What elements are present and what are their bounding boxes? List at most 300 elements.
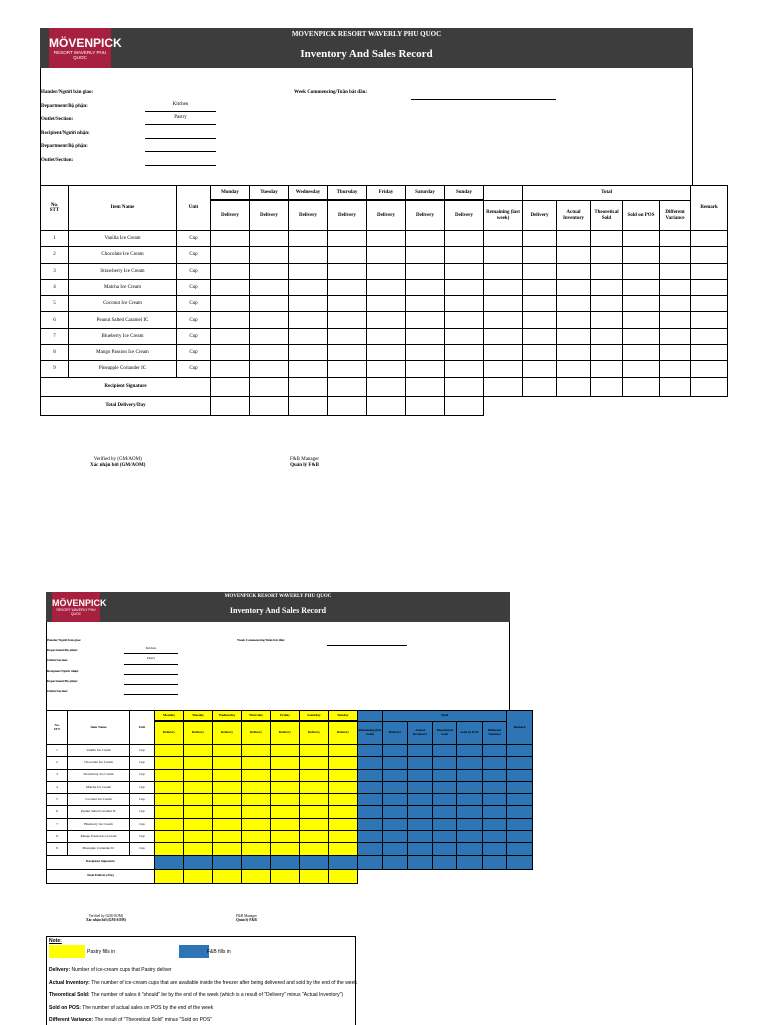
- total-cell[interactable]: [660, 345, 691, 361]
- delivery-cell[interactable]: [328, 279, 367, 295]
- delivery-cell[interactable]: [211, 296, 250, 312]
- delivery-cell[interactable]: [289, 296, 328, 312]
- total-cell[interactable]: [457, 769, 483, 781]
- delivery-cell[interactable]: [155, 794, 184, 806]
- total-cell[interactable]: [557, 247, 591, 263]
- total-cell[interactable]: [660, 279, 691, 295]
- total-cell[interactable]: [483, 831, 507, 843]
- delivery-cell[interactable]: [328, 312, 367, 328]
- delivery-cell[interactable]: [184, 757, 213, 769]
- total-cell[interactable]: [623, 312, 660, 328]
- total-cell[interactable]: [483, 781, 507, 793]
- delivery-cell[interactable]: [250, 263, 289, 279]
- total-cell[interactable]: [523, 279, 557, 295]
- total-cell[interactable]: [408, 745, 433, 757]
- delivery-cell[interactable]: [328, 296, 367, 312]
- delivery-cell[interactable]: [242, 769, 271, 781]
- signature-cell[interactable]: [523, 377, 557, 396]
- total-cell[interactable]: [660, 328, 691, 344]
- total-cell[interactable]: [557, 312, 591, 328]
- delivery-cell[interactable]: [250, 279, 289, 295]
- remaining-cell[interactable]: [358, 818, 383, 830]
- remark-cell[interactable]: [691, 263, 728, 279]
- remark-cell[interactable]: [507, 843, 533, 855]
- total-delivery-cell[interactable]: [250, 396, 289, 415]
- total-cell[interactable]: [591, 231, 623, 247]
- delivery-cell[interactable]: [250, 328, 289, 344]
- delivery-cell[interactable]: [250, 361, 289, 377]
- delivery-cell[interactable]: [406, 296, 445, 312]
- delivery-cell[interactable]: [184, 806, 213, 818]
- delivery-cell[interactable]: [367, 312, 406, 328]
- delivery-cell[interactable]: [300, 806, 329, 818]
- total-delivery-cell[interactable]: [242, 869, 271, 883]
- signature-cell[interactable]: [660, 377, 691, 396]
- delivery-cell[interactable]: [271, 806, 300, 818]
- delivery-cell[interactable]: [445, 345, 484, 361]
- total-cell[interactable]: [457, 781, 483, 793]
- delivery-cell[interactable]: [328, 247, 367, 263]
- outlet-value[interactable]: Pastry: [124, 656, 178, 664]
- delivery-cell[interactable]: [445, 247, 484, 263]
- delivery-cell[interactable]: [184, 745, 213, 757]
- delivery-cell[interactable]: [406, 361, 445, 377]
- total-cell[interactable]: [408, 794, 433, 806]
- delivery-cell[interactable]: [329, 794, 358, 806]
- total-cell[interactable]: [623, 328, 660, 344]
- delivery-cell[interactable]: [213, 794, 242, 806]
- total-cell[interactable]: [523, 361, 557, 377]
- total-cell[interactable]: [623, 361, 660, 377]
- total-cell[interactable]: [383, 831, 408, 843]
- remaining-cell[interactable]: [484, 361, 523, 377]
- total-cell[interactable]: [660, 263, 691, 279]
- remaining-cell[interactable]: [484, 231, 523, 247]
- signature-cell[interactable]: [271, 855, 300, 869]
- total-cell[interactable]: [457, 843, 483, 855]
- delivery-cell[interactable]: [328, 345, 367, 361]
- total-delivery-cell[interactable]: [300, 869, 329, 883]
- total-cell[interactable]: [591, 345, 623, 361]
- delivery-cell[interactable]: [445, 361, 484, 377]
- total-delivery-cell[interactable]: [211, 396, 250, 415]
- total-cell[interactable]: [523, 263, 557, 279]
- remark-cell[interactable]: [507, 745, 533, 757]
- department-value[interactable]: Kitchen: [145, 102, 216, 112]
- total-cell[interactable]: [660, 296, 691, 312]
- signature-cell[interactable]: [445, 377, 484, 396]
- delivery-cell[interactable]: [155, 769, 184, 781]
- delivery-cell[interactable]: [184, 781, 213, 793]
- delivery-cell[interactable]: [289, 231, 328, 247]
- delivery-cell[interactable]: [213, 781, 242, 793]
- delivery-cell[interactable]: [211, 328, 250, 344]
- delivery-cell[interactable]: [184, 831, 213, 843]
- delivery-cell[interactable]: [328, 361, 367, 377]
- remaining-cell[interactable]: [358, 806, 383, 818]
- delivery-cell[interactable]: [329, 769, 358, 781]
- total-cell[interactable]: [523, 345, 557, 361]
- delivery-cell[interactable]: [406, 345, 445, 361]
- remark-cell[interactable]: [691, 247, 728, 263]
- signature-cell[interactable]: [155, 855, 184, 869]
- total-cell[interactable]: [383, 818, 408, 830]
- delivery-cell[interactable]: [211, 231, 250, 247]
- delivery-cell[interactable]: [250, 345, 289, 361]
- signature-cell[interactable]: [484, 377, 523, 396]
- delivery-cell[interactable]: [406, 279, 445, 295]
- remark-cell[interactable]: [691, 328, 728, 344]
- delivery-cell[interactable]: [242, 745, 271, 757]
- remaining-cell[interactable]: [358, 831, 383, 843]
- signature-cell[interactable]: [242, 855, 271, 869]
- delivery-cell[interactable]: [406, 231, 445, 247]
- delivery-cell[interactable]: [271, 757, 300, 769]
- delivery-cell[interactable]: [329, 757, 358, 769]
- total-cell[interactable]: [483, 806, 507, 818]
- total-cell[interactable]: [457, 745, 483, 757]
- total-delivery-cell[interactable]: [184, 869, 213, 883]
- total-cell[interactable]: [557, 361, 591, 377]
- delivery-cell[interactable]: [242, 843, 271, 855]
- total-cell[interactable]: [483, 769, 507, 781]
- signature-cell[interactable]: [557, 377, 591, 396]
- delivery-cell[interactable]: [329, 818, 358, 830]
- delivery-cell[interactable]: [445, 296, 484, 312]
- delivery-cell[interactable]: [367, 328, 406, 344]
- total-cell[interactable]: [457, 794, 483, 806]
- delivery-cell[interactable]: [367, 247, 406, 263]
- remaining-cell[interactable]: [484, 263, 523, 279]
- total-cell[interactable]: [408, 831, 433, 843]
- total-delivery-cell[interactable]: [445, 396, 484, 415]
- signature-cell[interactable]: [591, 377, 623, 396]
- total-cell[interactable]: [523, 231, 557, 247]
- delivery-cell[interactable]: [445, 231, 484, 247]
- total-cell[interactable]: [557, 263, 591, 279]
- delivery-cell[interactable]: [155, 781, 184, 793]
- delivery-cell[interactable]: [300, 781, 329, 793]
- total-delivery-cell[interactable]: [329, 869, 358, 883]
- outlet2-value[interactable]: [124, 687, 178, 695]
- total-cell[interactable]: [433, 818, 457, 830]
- remark-cell[interactable]: [691, 296, 728, 312]
- total-cell[interactable]: [591, 312, 623, 328]
- total-cell[interactable]: [623, 296, 660, 312]
- delivery-cell[interactable]: [367, 263, 406, 279]
- delivery-cell[interactable]: [155, 757, 184, 769]
- department2-value[interactable]: [124, 677, 178, 685]
- total-cell[interactable]: [523, 328, 557, 344]
- signature-cell[interactable]: [213, 855, 242, 869]
- total-cell[interactable]: [433, 769, 457, 781]
- total-cell[interactable]: [433, 794, 457, 806]
- delivery-cell[interactable]: [300, 843, 329, 855]
- total-cell[interactable]: [457, 831, 483, 843]
- delivery-cell[interactable]: [300, 794, 329, 806]
- signature-cell[interactable]: [408, 855, 433, 869]
- signature-cell[interactable]: [289, 377, 328, 396]
- signature-cell[interactable]: [691, 377, 728, 396]
- remaining-cell[interactable]: [358, 843, 383, 855]
- remaining-cell[interactable]: [358, 781, 383, 793]
- week-value[interactable]: [327, 638, 407, 646]
- total-cell[interactable]: [623, 247, 660, 263]
- total-delivery-cell[interactable]: [155, 869, 184, 883]
- delivery-cell[interactable]: [211, 263, 250, 279]
- total-cell[interactable]: [408, 843, 433, 855]
- total-cell[interactable]: [408, 818, 433, 830]
- delivery-cell[interactable]: [300, 818, 329, 830]
- outlet-value[interactable]: Pastry: [145, 115, 216, 125]
- remaining-cell[interactable]: [484, 247, 523, 263]
- delivery-cell[interactable]: [155, 806, 184, 818]
- delivery-cell[interactable]: [445, 312, 484, 328]
- total-cell[interactable]: [408, 757, 433, 769]
- total-cell[interactable]: [383, 757, 408, 769]
- total-cell[interactable]: [433, 757, 457, 769]
- total-cell[interactable]: [457, 806, 483, 818]
- delivery-cell[interactable]: [329, 831, 358, 843]
- remark-cell[interactable]: [507, 794, 533, 806]
- delivery-cell[interactable]: [271, 769, 300, 781]
- delivery-cell[interactable]: [184, 818, 213, 830]
- total-cell[interactable]: [457, 757, 483, 769]
- delivery-cell[interactable]: [300, 769, 329, 781]
- total-cell[interactable]: [383, 806, 408, 818]
- delivery-cell[interactable]: [211, 312, 250, 328]
- delivery-cell[interactable]: [289, 345, 328, 361]
- delivery-cell[interactable]: [242, 794, 271, 806]
- delivery-cell[interactable]: [242, 818, 271, 830]
- delivery-cell[interactable]: [250, 296, 289, 312]
- delivery-cell[interactable]: [329, 806, 358, 818]
- total-cell[interactable]: [383, 843, 408, 855]
- remaining-cell[interactable]: [484, 345, 523, 361]
- signature-cell[interactable]: [367, 377, 406, 396]
- total-cell[interactable]: [557, 279, 591, 295]
- total-cell[interactable]: [591, 279, 623, 295]
- delivery-cell[interactable]: [213, 843, 242, 855]
- signature-cell[interactable]: [623, 377, 660, 396]
- signature-cell[interactable]: [184, 855, 213, 869]
- remark-cell[interactable]: [507, 831, 533, 843]
- signature-cell[interactable]: [250, 377, 289, 396]
- delivery-cell[interactable]: [329, 843, 358, 855]
- delivery-cell[interactable]: [184, 843, 213, 855]
- week-value[interactable]: [411, 90, 556, 100]
- signature-cell[interactable]: [383, 855, 408, 869]
- delivery-cell[interactable]: [213, 769, 242, 781]
- total-cell[interactable]: [483, 745, 507, 757]
- remark-cell[interactable]: [507, 781, 533, 793]
- total-cell[interactable]: [408, 781, 433, 793]
- total-cell[interactable]: [457, 818, 483, 830]
- delivery-cell[interactable]: [289, 247, 328, 263]
- total-cell[interactable]: [433, 831, 457, 843]
- delivery-cell[interactable]: [211, 247, 250, 263]
- delivery-cell[interactable]: [271, 745, 300, 757]
- total-cell[interactable]: [623, 345, 660, 361]
- total-cell[interactable]: [383, 781, 408, 793]
- delivery-cell[interactable]: [300, 831, 329, 843]
- total-cell[interactable]: [557, 296, 591, 312]
- delivery-cell[interactable]: [213, 745, 242, 757]
- total-cell[interactable]: [557, 345, 591, 361]
- delivery-cell[interactable]: [250, 312, 289, 328]
- total-cell[interactable]: [660, 361, 691, 377]
- remaining-cell[interactable]: [358, 745, 383, 757]
- total-cell[interactable]: [433, 745, 457, 757]
- delivery-cell[interactable]: [242, 806, 271, 818]
- delivery-cell[interactable]: [445, 263, 484, 279]
- delivery-cell[interactable]: [271, 831, 300, 843]
- recipient-value[interactable]: [124, 667, 178, 675]
- total-cell[interactable]: [591, 296, 623, 312]
- delivery-cell[interactable]: [242, 757, 271, 769]
- delivery-cell[interactable]: [289, 312, 328, 328]
- total-cell[interactable]: [408, 769, 433, 781]
- delivery-cell[interactable]: [213, 806, 242, 818]
- delivery-cell[interactable]: [242, 831, 271, 843]
- signature-cell[interactable]: [300, 855, 329, 869]
- signature-cell[interactable]: [406, 377, 445, 396]
- remark-cell[interactable]: [691, 345, 728, 361]
- remark-cell[interactable]: [507, 757, 533, 769]
- delivery-cell[interactable]: [406, 328, 445, 344]
- delivery-cell[interactable]: [213, 831, 242, 843]
- total-cell[interactable]: [523, 296, 557, 312]
- total-delivery-cell[interactable]: [406, 396, 445, 415]
- remark-cell[interactable]: [691, 312, 728, 328]
- remaining-cell[interactable]: [484, 312, 523, 328]
- signature-cell[interactable]: [328, 377, 367, 396]
- delivery-cell[interactable]: [155, 831, 184, 843]
- delivery-cell[interactable]: [300, 757, 329, 769]
- department-value[interactable]: Kitchen: [124, 646, 178, 654]
- delivery-cell[interactable]: [367, 231, 406, 247]
- total-cell[interactable]: [557, 328, 591, 344]
- remaining-cell[interactable]: [484, 279, 523, 295]
- total-cell[interactable]: [660, 312, 691, 328]
- delivery-cell[interactable]: [155, 745, 184, 757]
- delivery-cell[interactable]: [289, 279, 328, 295]
- remaining-cell[interactable]: [484, 328, 523, 344]
- delivery-cell[interactable]: [289, 263, 328, 279]
- total-cell[interactable]: [483, 818, 507, 830]
- total-cell[interactable]: [623, 231, 660, 247]
- delivery-cell[interactable]: [211, 361, 250, 377]
- delivery-cell[interactable]: [155, 818, 184, 830]
- remark-cell[interactable]: [507, 818, 533, 830]
- total-cell[interactable]: [660, 247, 691, 263]
- remark-cell[interactable]: [691, 279, 728, 295]
- delivery-cell[interactable]: [445, 279, 484, 295]
- delivery-cell[interactable]: [211, 345, 250, 361]
- delivery-cell[interactable]: [329, 745, 358, 757]
- total-cell[interactable]: [557, 231, 591, 247]
- total-cell[interactable]: [383, 769, 408, 781]
- delivery-cell[interactable]: [329, 781, 358, 793]
- delivery-cell[interactable]: [406, 263, 445, 279]
- delivery-cell[interactable]: [271, 794, 300, 806]
- delivery-cell[interactable]: [184, 794, 213, 806]
- total-cell[interactable]: [433, 843, 457, 855]
- delivery-cell[interactable]: [328, 328, 367, 344]
- delivery-cell[interactable]: [367, 279, 406, 295]
- remark-cell[interactable]: [691, 231, 728, 247]
- delivery-cell[interactable]: [271, 843, 300, 855]
- remaining-cell[interactable]: [358, 757, 383, 769]
- total-cell[interactable]: [523, 312, 557, 328]
- delivery-cell[interactable]: [155, 843, 184, 855]
- delivery-cell[interactable]: [367, 296, 406, 312]
- department2-value[interactable]: [145, 142, 216, 152]
- total-delivery-cell[interactable]: [367, 396, 406, 415]
- delivery-cell[interactable]: [213, 757, 242, 769]
- total-cell[interactable]: [591, 263, 623, 279]
- remark-cell[interactable]: [507, 769, 533, 781]
- remark-cell[interactable]: [507, 806, 533, 818]
- signature-cell[interactable]: [457, 855, 483, 869]
- delivery-cell[interactable]: [242, 781, 271, 793]
- total-cell[interactable]: [523, 247, 557, 263]
- delivery-cell[interactable]: [271, 818, 300, 830]
- delivery-cell[interactable]: [367, 345, 406, 361]
- delivery-cell[interactable]: [328, 263, 367, 279]
- signature-cell[interactable]: [433, 855, 457, 869]
- delivery-cell[interactable]: [289, 361, 328, 377]
- total-cell[interactable]: [383, 745, 408, 757]
- total-delivery-cell[interactable]: [213, 869, 242, 883]
- recipient-value[interactable]: [145, 129, 216, 139]
- delivery-cell[interactable]: [250, 231, 289, 247]
- delivery-cell[interactable]: [328, 231, 367, 247]
- remaining-cell[interactable]: [358, 769, 383, 781]
- total-cell[interactable]: [483, 843, 507, 855]
- total-cell[interactable]: [623, 263, 660, 279]
- delivery-cell[interactable]: [250, 247, 289, 263]
- signature-cell[interactable]: [329, 855, 358, 869]
- delivery-cell[interactable]: [406, 247, 445, 263]
- signature-cell[interactable]: [211, 377, 250, 396]
- total-cell[interactable]: [433, 806, 457, 818]
- delivery-cell[interactable]: [271, 781, 300, 793]
- total-cell[interactable]: [483, 794, 507, 806]
- total-cell[interactable]: [591, 361, 623, 377]
- remaining-cell[interactable]: [358, 794, 383, 806]
- total-cell[interactable]: [433, 781, 457, 793]
- outlet2-value[interactable]: [145, 156, 216, 166]
- total-delivery-cell[interactable]: [328, 396, 367, 415]
- total-cell[interactable]: [660, 231, 691, 247]
- delivery-cell[interactable]: [211, 279, 250, 295]
- delivery-cell[interactable]: [445, 328, 484, 344]
- total-delivery-cell[interactable]: [271, 869, 300, 883]
- delivery-cell[interactable]: [213, 818, 242, 830]
- delivery-cell[interactable]: [184, 769, 213, 781]
- total-cell[interactable]: [483, 757, 507, 769]
- total-cell[interactable]: [591, 328, 623, 344]
- remark-cell[interactable]: [691, 361, 728, 377]
- total-cell[interactable]: [623, 279, 660, 295]
- remaining-cell[interactable]: [484, 296, 523, 312]
- signature-cell[interactable]: [507, 855, 533, 869]
- signature-cell[interactable]: [483, 855, 507, 869]
- delivery-cell[interactable]: [289, 328, 328, 344]
- total-delivery-cell[interactable]: [289, 396, 328, 415]
- delivery-cell[interactable]: [300, 745, 329, 757]
